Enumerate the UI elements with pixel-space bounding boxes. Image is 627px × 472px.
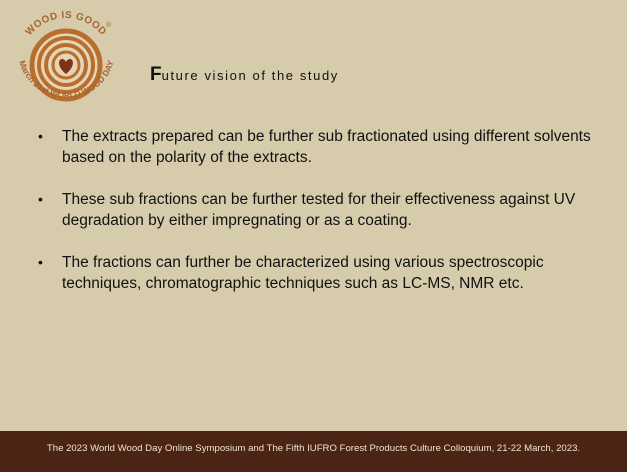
bullet-list — [38, 126, 598, 315]
bullet-text: The extracts prepared can be further sub fractionated using different solvents based on the polarity of the extracts. — [62, 128, 591, 166]
bullet-text: These sub fractions can be further tested for their effectiveness against UV degradation by either impregnating or as a coating. — [62, 191, 576, 229]
bullet-icon: • — [38, 191, 43, 207]
bullet-text: The fractions can further be characterized using various spectroscopic techniques, chromatographic techniques such as LC-MS, NMR etc. — [62, 254, 544, 292]
bullet-item — [38, 126, 598, 168]
title-first-letter: F — [150, 64, 162, 85]
logo-top-text: WOOD IS GOOD — [23, 9, 109, 38]
bullet-icon: • — [38, 128, 43, 144]
bullet-item — [38, 252, 598, 294]
world-wood-day-logo — [2, 4, 124, 120]
slide-title — [150, 64, 339, 86]
bullet-item — [38, 189, 598, 231]
registered-mark: ® — [106, 22, 112, 29]
logo-bottom-text: March 21st WORLD WOOD DAY — [17, 59, 116, 101]
bullet-icon: • — [38, 254, 43, 270]
title-rest: uture vision of the study — [161, 68, 339, 83]
footer-bar — [0, 431, 627, 472]
footer-text: The 2023 World Wood Day Online Symposium and The Fifth IUFRO Forest Products Culture Colloquium, 21-22 March, 2023. — [46, 443, 581, 454]
wood-rings-logo-icon — [2, 4, 124, 120]
